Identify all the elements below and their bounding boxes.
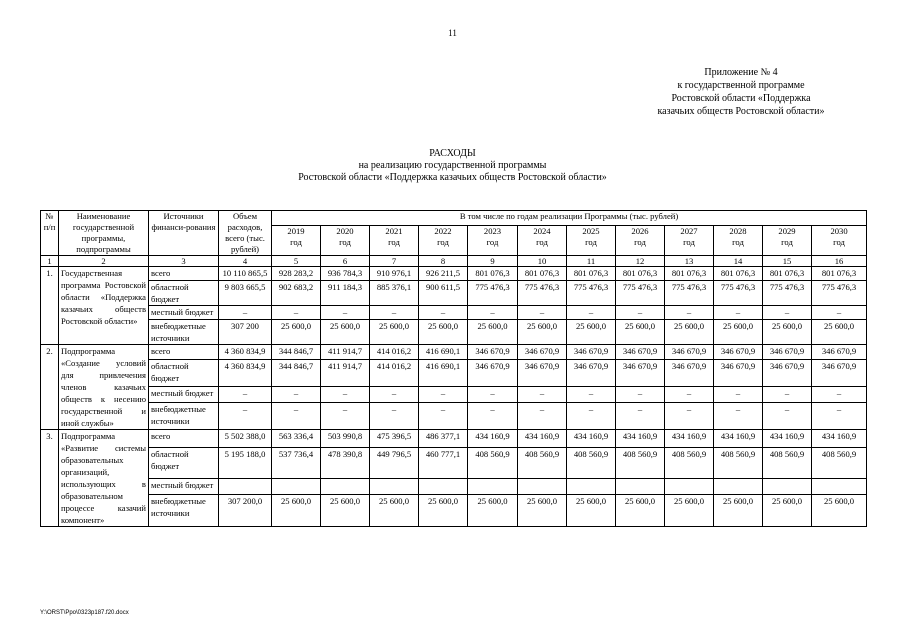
amount-cell: 408 560,9 bbox=[468, 447, 518, 478]
program-name: Подпрограмма «Развитие системы образовательных организаций, использующих в образовательном процессе казачий компонент» bbox=[59, 430, 149, 527]
header-name: Наименование государственной программы, подпрограммы bbox=[59, 211, 149, 256]
amount-cell: 434 160,9 bbox=[518, 430, 567, 448]
year-value: 2020 bbox=[336, 226, 354, 237]
amount-cell: 486 377,1 bbox=[419, 430, 468, 448]
amount-cell: 775 476,3 bbox=[665, 281, 714, 306]
amount-cell bbox=[219, 479, 272, 495]
page-number: 11 bbox=[448, 28, 457, 38]
amount-cell: – bbox=[370, 306, 419, 320]
column-number: 4 bbox=[219, 256, 272, 267]
column-number: 12 bbox=[616, 256, 665, 267]
column-number: 14 bbox=[714, 256, 763, 267]
amount-cell: 434 160,9 bbox=[763, 430, 812, 448]
amount-cell: – bbox=[419, 306, 468, 320]
table-row bbox=[41, 447, 867, 478]
funding-source: областной бюджет bbox=[149, 281, 219, 306]
amount-cell: 408 560,9 bbox=[518, 447, 567, 478]
amount-cell: 25 600,0 bbox=[419, 320, 468, 345]
amount-cell bbox=[468, 479, 518, 495]
amount-cell: 475 396,5 bbox=[370, 430, 419, 448]
amount-cell: 9 803 665,5 bbox=[219, 281, 272, 306]
amount-cell: 416 690,1 bbox=[419, 360, 468, 387]
amount-cell: – bbox=[763, 387, 812, 402]
amount-cell: – bbox=[219, 387, 272, 402]
year-value: 2030 bbox=[830, 226, 848, 237]
amount-cell: – bbox=[567, 387, 616, 402]
amount-cell: 775 476,3 bbox=[763, 281, 812, 306]
amount-cell bbox=[567, 479, 616, 495]
header-year bbox=[321, 226, 370, 256]
amount-cell: 775 476,3 bbox=[616, 281, 665, 306]
amount-cell: 900 611,5 bbox=[419, 281, 468, 306]
table-row bbox=[41, 430, 867, 448]
amount-cell: – bbox=[419, 387, 468, 402]
amount-cell bbox=[272, 479, 321, 495]
amount-cell: – bbox=[812, 402, 867, 429]
amount-cell: – bbox=[567, 306, 616, 320]
column-number: 9 bbox=[468, 256, 518, 267]
amount-cell: 775 476,3 bbox=[468, 281, 518, 306]
amount-cell: 25 600,0 bbox=[665, 320, 714, 345]
amount-cell: 25 600,0 bbox=[370, 320, 419, 345]
year-value: 2026 bbox=[631, 226, 649, 237]
column-number: 3 bbox=[149, 256, 219, 267]
funding-source: местный бюджет bbox=[149, 387, 219, 402]
amount-cell: – bbox=[714, 387, 763, 402]
amount-cell: 801 076,3 bbox=[714, 267, 763, 281]
table-row bbox=[41, 387, 867, 402]
header-year bbox=[763, 226, 812, 256]
column-number: 6 bbox=[321, 256, 370, 267]
appendix-line: Приложение № 4 bbox=[704, 67, 778, 78]
amount-cell: 346 670,9 bbox=[567, 360, 616, 387]
amount-cell: 902 683,2 bbox=[272, 281, 321, 306]
header-year bbox=[468, 226, 518, 256]
amount-cell: – bbox=[468, 402, 518, 429]
amount-cell: 346 670,9 bbox=[665, 345, 714, 360]
program-name: Подпрограмма «Создание условий для привлечения членов казачьих обществ к несению государственной и иной службы» bbox=[59, 345, 149, 430]
amount-cell: 411 914,7 bbox=[321, 360, 370, 387]
year-word: год bbox=[781, 237, 793, 248]
header-year bbox=[567, 226, 616, 256]
program-name: Государственная программа Ростовской области «Поддержка казачьих обществ Ростовской области» bbox=[59, 267, 149, 345]
amount-cell: 346 670,9 bbox=[714, 360, 763, 387]
amount-cell: 25 600,0 bbox=[321, 495, 370, 527]
funding-source: всего bbox=[149, 430, 219, 448]
appendix-line: казачьих обществ Ростовской области» bbox=[657, 106, 825, 117]
amount-cell: – bbox=[518, 306, 567, 320]
amount-cell: 25 600,0 bbox=[616, 495, 665, 527]
year-word: год bbox=[585, 237, 597, 248]
year-word: год bbox=[339, 237, 351, 248]
column-number: 11 bbox=[567, 256, 616, 267]
amount-cell: 346 670,9 bbox=[616, 360, 665, 387]
amount-cell: 5 195 188,0 bbox=[219, 447, 272, 478]
header-year bbox=[812, 226, 867, 256]
amount-cell: 434 160,9 bbox=[468, 430, 518, 448]
header-year bbox=[616, 226, 665, 256]
header-year bbox=[370, 226, 419, 256]
amount-cell: 25 600,0 bbox=[616, 320, 665, 345]
amount-cell: 25 600,0 bbox=[468, 495, 518, 527]
amount-cell: 25 600,0 bbox=[468, 320, 518, 345]
amount-cell: – bbox=[468, 306, 518, 320]
amount-cell: 346 670,9 bbox=[763, 345, 812, 360]
amount-cell: 4 360 834,9 bbox=[219, 345, 272, 360]
row-number: 3. bbox=[41, 430, 59, 527]
table-row bbox=[41, 281, 867, 306]
amount-cell: – bbox=[518, 387, 567, 402]
year-word: год bbox=[634, 237, 646, 248]
year-word: год bbox=[388, 237, 400, 248]
amount-cell: 25 600,0 bbox=[272, 320, 321, 345]
amount-cell: 801 076,3 bbox=[763, 267, 812, 281]
column-number: 13 bbox=[665, 256, 714, 267]
amount-cell bbox=[419, 479, 468, 495]
table-row bbox=[41, 402, 867, 429]
column-number: 8 bbox=[419, 256, 468, 267]
amount-cell: 537 736,4 bbox=[272, 447, 321, 478]
year-value: 2022 bbox=[434, 226, 452, 237]
amount-cell: 346 670,9 bbox=[763, 360, 812, 387]
header-year bbox=[272, 226, 321, 256]
amount-cell: 801 076,3 bbox=[812, 267, 867, 281]
amount-cell: 25 600,0 bbox=[518, 320, 567, 345]
amount-cell: 936 784,3 bbox=[321, 267, 370, 281]
amount-cell: 10 110 865,5 bbox=[219, 267, 272, 281]
year-value: 2025 bbox=[582, 226, 600, 237]
amount-cell: 885 376,1 bbox=[370, 281, 419, 306]
funding-source: всего bbox=[149, 345, 219, 360]
amount-cell: – bbox=[272, 306, 321, 320]
table-row bbox=[41, 345, 867, 360]
amount-cell: 434 160,9 bbox=[567, 430, 616, 448]
amount-cell: – bbox=[321, 306, 370, 320]
amount-cell: 5 502 388,0 bbox=[219, 430, 272, 448]
header-year bbox=[419, 226, 468, 256]
amount-cell: – bbox=[272, 387, 321, 402]
amount-cell: 801 076,3 bbox=[468, 267, 518, 281]
amount-cell: 25 600,0 bbox=[812, 495, 867, 527]
amount-cell: 775 476,3 bbox=[714, 281, 763, 306]
table-row bbox=[41, 267, 867, 281]
amount-cell: 563 336,4 bbox=[272, 430, 321, 448]
amount-cell: 25 600,0 bbox=[714, 495, 763, 527]
amount-cell: 346 670,9 bbox=[518, 345, 567, 360]
amount-cell: – bbox=[370, 387, 419, 402]
column-number: 5 bbox=[272, 256, 321, 267]
header-source: Источники финанси-рования bbox=[149, 211, 219, 256]
funding-source: местный бюджет bbox=[149, 479, 219, 495]
amount-cell: 25 600,0 bbox=[518, 495, 567, 527]
header-year bbox=[665, 226, 714, 256]
year-value: 2027 bbox=[680, 226, 698, 237]
amount-cell: 25 600,0 bbox=[714, 320, 763, 345]
year-value: 2024 bbox=[533, 226, 551, 237]
amount-cell: 25 600,0 bbox=[812, 320, 867, 345]
amount-cell: 346 670,9 bbox=[714, 345, 763, 360]
amount-cell: 25 600,0 bbox=[763, 495, 812, 527]
amount-cell: – bbox=[665, 402, 714, 429]
amount-cell: 449 796,5 bbox=[370, 447, 419, 478]
column-number: 7 bbox=[370, 256, 419, 267]
table-row bbox=[41, 495, 867, 527]
appendix-line: Ростовской области «Поддержка bbox=[671, 93, 811, 104]
header-year bbox=[518, 226, 567, 256]
amount-cell: 801 076,3 bbox=[665, 267, 714, 281]
column-number: 15 bbox=[763, 256, 812, 267]
table-row bbox=[41, 320, 867, 345]
amount-cell: 346 670,9 bbox=[468, 345, 518, 360]
expenses-table bbox=[40, 210, 867, 527]
document-heading bbox=[0, 148, 905, 184]
amount-cell bbox=[763, 479, 812, 495]
amount-cell: 346 670,9 bbox=[665, 360, 714, 387]
amount-cell: – bbox=[616, 306, 665, 320]
document-title: РАСХОДЫ bbox=[429, 148, 476, 159]
amount-cell: 801 076,3 bbox=[567, 267, 616, 281]
amount-cell: 434 160,9 bbox=[665, 430, 714, 448]
amount-cell: 408 560,9 bbox=[714, 447, 763, 478]
amount-cell: – bbox=[616, 402, 665, 429]
amount-cell: 775 476,3 bbox=[518, 281, 567, 306]
amount-cell bbox=[370, 479, 419, 495]
amount-cell: – bbox=[665, 387, 714, 402]
year-value: 2028 bbox=[729, 226, 747, 237]
amount-cell: – bbox=[219, 402, 272, 429]
amount-cell: 346 670,9 bbox=[812, 345, 867, 360]
amount-cell: 416 690,1 bbox=[419, 345, 468, 360]
amount-cell bbox=[714, 479, 763, 495]
year-word: год bbox=[683, 237, 695, 248]
amount-cell: – bbox=[714, 306, 763, 320]
amount-cell: 4 360 834,9 bbox=[219, 360, 272, 387]
amount-cell bbox=[321, 479, 370, 495]
year-word: год bbox=[486, 237, 499, 248]
amount-cell: 25 600,0 bbox=[763, 320, 812, 345]
amount-cell: 346 670,9 bbox=[567, 345, 616, 360]
row-number: 2. bbox=[41, 345, 59, 430]
amount-cell: – bbox=[468, 387, 518, 402]
amount-cell: – bbox=[321, 387, 370, 402]
column-number: 10 bbox=[518, 256, 567, 267]
amount-cell: – bbox=[812, 306, 867, 320]
amount-cell: 344 846,7 bbox=[272, 360, 321, 387]
amount-cell: 307 200,0 bbox=[219, 495, 272, 527]
funding-source: областной бюджет bbox=[149, 360, 219, 387]
table-row bbox=[41, 479, 867, 495]
year-word: год bbox=[833, 237, 845, 248]
amount-cell bbox=[812, 479, 867, 495]
appendix-block bbox=[621, 66, 861, 118]
file-path-footer: Y:\ORST\Ppo\0323p187.f20.docx bbox=[40, 610, 129, 616]
amount-cell: 775 476,3 bbox=[567, 281, 616, 306]
year-word: год bbox=[536, 237, 548, 248]
funding-source: внебюджетные источники bbox=[149, 320, 219, 345]
amount-cell: 25 600,0 bbox=[567, 320, 616, 345]
amount-cell: 346 670,9 bbox=[812, 360, 867, 387]
amount-cell: 434 160,9 bbox=[616, 430, 665, 448]
amount-cell: 346 670,9 bbox=[616, 345, 665, 360]
amount-cell: 25 600,0 bbox=[665, 495, 714, 527]
amount-cell: – bbox=[518, 402, 567, 429]
amount-cell: – bbox=[219, 306, 272, 320]
amount-cell: 408 560,9 bbox=[812, 447, 867, 478]
table-row bbox=[41, 306, 867, 320]
amount-cell: 307 200 bbox=[219, 320, 272, 345]
amount-cell: 926 211,5 bbox=[419, 267, 468, 281]
header-volume: Объем расходов, всего (тыс. рублей) bbox=[219, 211, 272, 256]
amount-cell: – bbox=[567, 402, 616, 429]
row-number: 1. bbox=[41, 267, 59, 345]
table-row bbox=[41, 360, 867, 387]
amount-cell: – bbox=[321, 402, 370, 429]
header-num: № п/п bbox=[41, 211, 59, 256]
column-number: 1 bbox=[41, 256, 59, 267]
amount-cell: 460 777,1 bbox=[419, 447, 468, 478]
amount-cell: – bbox=[812, 387, 867, 402]
amount-cell: 25 600,0 bbox=[370, 495, 419, 527]
amount-cell: – bbox=[370, 402, 419, 429]
amount-cell: 478 390,8 bbox=[321, 447, 370, 478]
amount-cell: 503 990,8 bbox=[321, 430, 370, 448]
amount-cell bbox=[616, 479, 665, 495]
year-word: год bbox=[437, 237, 449, 248]
amount-cell bbox=[518, 479, 567, 495]
amount-cell: 408 560,9 bbox=[665, 447, 714, 478]
amount-cell: – bbox=[665, 306, 714, 320]
amount-cell: 346 670,9 bbox=[468, 360, 518, 387]
amount-cell: 411 914,7 bbox=[321, 345, 370, 360]
amount-cell: – bbox=[714, 402, 763, 429]
funding-source: областной бюджет bbox=[149, 447, 219, 478]
funding-source: местный бюджет bbox=[149, 306, 219, 320]
amount-cell: 25 600,0 bbox=[321, 320, 370, 345]
amount-cell: 801 076,3 bbox=[518, 267, 567, 281]
amount-cell: – bbox=[763, 402, 812, 429]
funding-source: внебюджетные источники bbox=[149, 495, 219, 527]
document-subtitle: Ростовской области «Поддержка казачьих обществ Ростовской области» bbox=[298, 172, 607, 183]
amount-cell: 414 016,2 bbox=[370, 360, 419, 387]
amount-cell: 346 670,9 bbox=[518, 360, 567, 387]
amount-cell: 775 476,3 bbox=[812, 281, 867, 306]
amount-cell: 25 600,0 bbox=[419, 495, 468, 527]
column-number: 2 bbox=[59, 256, 149, 267]
amount-cell: 414 016,2 bbox=[370, 345, 419, 360]
amount-cell: 344 846,7 bbox=[272, 345, 321, 360]
amount-cell: 408 560,9 bbox=[567, 447, 616, 478]
amount-cell: 25 600,0 bbox=[567, 495, 616, 527]
amount-cell: 408 560,9 bbox=[763, 447, 812, 478]
funding-source: внебюджетные источники bbox=[149, 402, 219, 429]
amount-cell: 928 283,2 bbox=[272, 267, 321, 281]
funding-source: всего bbox=[149, 267, 219, 281]
amount-cell: – bbox=[272, 402, 321, 429]
amount-cell: 911 184,3 bbox=[321, 281, 370, 306]
header-years-group: В том числе по годам реализации Программы (тыс. рублей) bbox=[272, 211, 867, 226]
amount-cell: 25 600,0 bbox=[272, 495, 321, 527]
appendix-line: к государственной программе bbox=[677, 80, 805, 91]
year-value: 2029 bbox=[778, 226, 796, 237]
amount-cell: – bbox=[763, 306, 812, 320]
amount-cell bbox=[665, 479, 714, 495]
year-word: год bbox=[290, 237, 302, 248]
year-value: 2021 bbox=[385, 226, 403, 237]
amount-cell: 434 160,9 bbox=[812, 430, 867, 448]
amount-cell: 434 160,9 bbox=[714, 430, 763, 448]
amount-cell: 801 076,3 bbox=[616, 267, 665, 281]
amount-cell: – bbox=[419, 402, 468, 429]
column-number: 16 bbox=[812, 256, 867, 267]
header-year bbox=[714, 226, 763, 256]
amount-cell: – bbox=[616, 387, 665, 402]
document-subtitle: на реализацию государственной программы bbox=[358, 160, 547, 171]
year-value: 2023 bbox=[483, 226, 502, 237]
amount-cell: 408 560,9 bbox=[616, 447, 665, 478]
year-value: 2019 bbox=[287, 226, 305, 237]
amount-cell: 910 976,1 bbox=[370, 267, 419, 281]
year-word: год bbox=[732, 237, 744, 248]
